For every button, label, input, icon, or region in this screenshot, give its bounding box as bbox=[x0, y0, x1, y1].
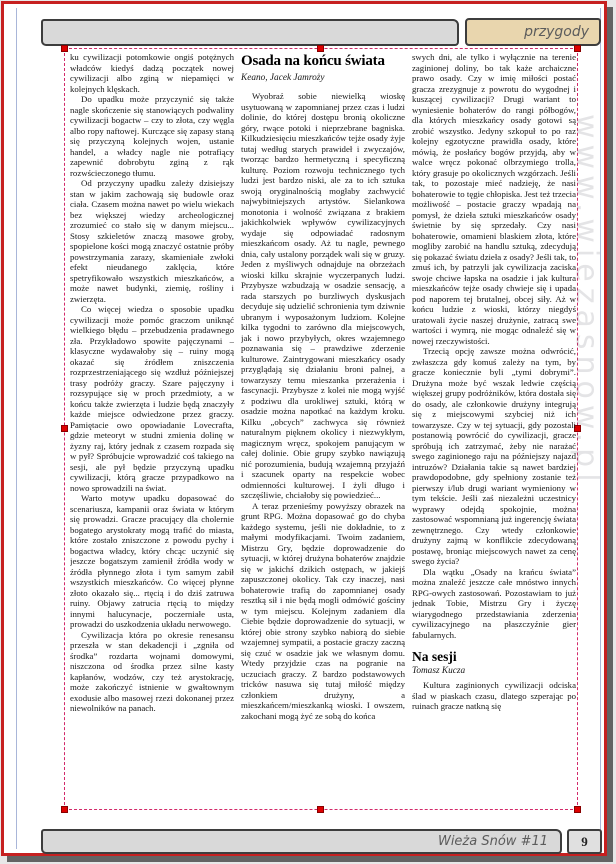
column-3 bbox=[412, 52, 576, 808]
paragraph: Kultura zaginionych cywilizacji odciska ślad w piaskach czasu, dlatego szperając po ruinach gracze natkną się bbox=[412, 680, 576, 711]
paragraph: Wyobraź sobie niewielką wioskę usytuowaną w zapomnianej przez czas i ludzi dolinie, do której dostępu bronią okoliczne góry, rwące potoki i nieprzebrane bagniska. Kilkudziesięciu mieszkańców tejże osady żyje tutaj według starych prawideł i zwyczajów, tworząc bardzo hermetyczną i specyficzną kulturę. Poziom rozwoju technicznego tych ludzi jest bardzo niski, ale za to ich sztuka swoją oryginalnością mogłaby zachwycić najwybitniejszych artystów. Sielankowa monotonia i wolność związana z brakiem jakichkolwiek wpływów cywilizacyjnych wydaje się odpowiadać radosnym mieszkańcom osady. Aż tu nagle, pewnego dnia, cały ustalony porządek wali się w gruzy. Jeden z myśliwych odnajduje na obrzeżach wioski kilku skrajnie wyczerpanych ludzi. Przybysze wzbudzają w osadzie sensację, a rada starszych po burzliwych dyskusjach decyduje się udzielić schronienia tym dziwnie ubranym i wyposażonym ludziom. Kolejne kilka tygodni to zarówno dla miejscowych, jak i nowo przybyłych, okres wzajemnego poznawania się – prawdziwe zderzenie kulturowe. Zaintrygowani mieszkańcy osady przyglądają się działaniu broni palnej, a towarzyszy temu mieszanka przerażenia i fascynacji. Przybysze z kolei nie mogą wyjść z podziwu dla urokliwej sztuki, którą w osadzie można napotkać na każdym kroku. Kilku „obcych” zachwyca się również naturalnym pięknem okolicy i niezwykłym, magicznym wręcz, spokojem panującym w całej dolinie. Obie grupy szybko nawiązują nić porozumienia, budują wzajemną przyjaźń i szacunek oparty na respekcie wobec odmienności kulturowej. I żyli długo i szczęśliwie, chciałoby się powiedzieć... bbox=[241, 91, 405, 500]
magazine-page bbox=[1, 1, 607, 856]
paragraph: swych dni, ale tylko i wyłącznie na terenie zaginionej doliny, bo tak każe archaiczne prawo osady. Czy w imię miłości postać gracza zrezygnuje z powrotu do wygodnej i kuszącej cywilizacji? Drugi wariant to wyniesienie bohaterów do rangi półbogów, dla których mieszkańcy osady gotowi są zrobić wszystko. Jedyny szkopuł to po raz kolejny egzotyczne prawidła osady, które mówią, że posłańcy bogów przyjdą, aby w walce wręcz pokonać olbrzymiego trolla, który grasuje po okolicznych wzgórzach. Jeśli tak, to pozostaje mieć nadzieję, że nasi bohaterowie to tęgie chłopiska. Jest też trzecia możliwość – postacie graczy wpadają na pomysł, że dzieła sztuki mieszkańców osady świetnie by się sprzedały. Czy nasi bohaterowie, omamieni blaskiem złota, które mogliby zarobić na handlu sztuką, zdecydują się pokazać światu dzieła z osady? Jeśli tak, to zmuś ich, by patrzyli jak cywilizacja zaciska swoje chciwe łapska na osadzie i jak kultura mieszkańców tejże osady chwieje się i upada pod naporem tej brutalnej, obcej siły. Aż w końcu ludzie z wioski, którzy niegdyś uratowali życie naszej drużynie, zatracą swe wartości i wymrą, nie mogąc odnaleźć się w nowej rzeczywistości. bbox=[412, 52, 576, 346]
page-number: 9 bbox=[567, 829, 602, 854]
frame-handle-top-middle[interactable] bbox=[317, 45, 324, 52]
section-heading: Na sesji bbox=[412, 649, 457, 664]
footer-bar bbox=[41, 829, 562, 854]
paragraph: Co więcej wiedza o sposobie upadku cywilizacji może pomóc graczom uniknąć wielkiego błędu – przebudzenia pradawnego zła. Przykładowo spowite pajęczynami – klasyczne wydawałoby się – ruiny mogą okazać się źródłem zniszczenia rozprzestrzeniającego się wzdłuż późniejszej trasy podróży graczy. Szare pajęczyny i rozsypujące się w proch przedmioty, a w końcu także zwierzęta i ludzie będą znaczyły każde miejsce odwiedzone przez graczy. Pamiętacie owo opowiadanie Lovecrafta, gdzie meteoryt w studni zmienia dolinę w żyzny raj, który jednak z czasem rozpada się w pył? Spróbujcie wprowadzić coś takiego na sesji, ale pył będzie przyczyną upadku cywilizacji, którą gracze przypadkowo na nowo sprowadzili na świat. bbox=[70, 304, 234, 493]
margin-guide-right bbox=[600, 8, 601, 849]
byline: Tomasz Kucza bbox=[412, 666, 466, 676]
frame-handle-middle-left[interactable] bbox=[61, 425, 68, 432]
edition-label: przygody bbox=[524, 24, 589, 40]
paragraph: Od przyczyny upadku zależy dzisiejszy stan w jakim zachowają się budowle oraz ciała. Czasem można nawet po wielu wiekach bez większej wiedzy archeologicznej zrozumieć co stało się w danym miejscu... Stosy szkieletów znaczą masowe groby, spopielone kości mogą znaczyć ostatnie próby powstrzymania zarazy, skamieniałe zwłoki efekt nieudanego zaklęcia, które spetryfikowało wszystkich mieszkańców, a może nawet budynki, ziemię, rośliny i zwierzęta. bbox=[70, 178, 234, 304]
column-2 bbox=[241, 52, 405, 808]
article-title: Osada na końcu świata bbox=[241, 53, 385, 69]
article-body bbox=[70, 52, 576, 808]
paragraph: A teraz przenieśmy powyższy obrazek na grunt RPG. Można dopasować go do chyba każdego systemu, jeśli nie dokładnie, to z małymi modyfikacjami. Twoim zadaniem, Mistrzu Gry, będzie doprowadzenie do sytuacji, w której drużyna bohaterów znajdzie się w jakichś dzikich ostępach, w jakiejś zapuszczonej okolicy. Tak czy inaczej, nasi bohaterowie trafią do zapomnianej osady resztką sił i nie będą mogli odmówić gościny w tym miejscu. Kolejnym zadaniem dla Ciebie będzie doprowadzenie do sytuacji, w której obie strony szybko nabiorą do siebie wzajemnej sympatii, a postacie graczy zaczną się czuć w osadzie jak we własnym domu. Wtedy przyjdzie czas na pogranie na uczuciach graczy. Z bardzo podstawowych tricków nasuwa się tutaj miłość między członkiem drużyny, a mieszkańcem/mieszkanką wioski. I owszem, zakochani mogą żyć ze sobą do końca bbox=[241, 500, 405, 721]
frame-handle-top-right[interactable] bbox=[574, 45, 581, 52]
frame-handle-top-left[interactable] bbox=[61, 45, 68, 52]
edition-box bbox=[465, 18, 601, 46]
paragraph: Dla wątku „Osady na krańcu świata” można znaleźć jeszcze całe mnóstwo innych RPG-owych zastosowań. Pozostawiam to już jednak Tobie, Mistrzu Gry i życzę wiarygodnego przedstawiania zderzenia cywilizacyjnego na płaszczyźnie gier fabularnych. bbox=[412, 566, 576, 640]
margin-guide-left bbox=[16, 8, 17, 849]
frame-handle-bottom-left[interactable] bbox=[61, 806, 68, 813]
paragraph: ku cywilizacji potomkowie ongiś potężnych władców kiedyś dadzą początek nowej cywilizacji albo zginą w niepamięci w kolejnych klęskach. bbox=[70, 52, 234, 94]
byline: Keano, Jacek Jamroży bbox=[241, 73, 325, 83]
paragraph: Warto motyw upadku dopasować do scenariusza, kampanii oraz świata w którym się prowadzi. Gracze pracujący dla cholernie bogatego arystokraty mogą trafić do miasta, które zostało zniszczone z powodu pychy i bogactwa władcy, który chcąc uczynić się jeszcze bogatszym zamienił źródła wody w źródła płynnego złota i tym samym zabił wszystkich mieszkańców. Co więcej płynne złoto okazało się... rtęcią i do dziś zatruwa ruiny. Objawy zatrucia rtęcią to między innymi halucynacje, poczerniałe usta, prowadzi do uszkodzenia układu nerwowego. bbox=[70, 493, 234, 629]
paragraph: Trzecią opcję zawsze można odwrócić, zwłaszcza gdy komuś zależy na tym, by gracze koniecznie byli „tymi dobrymi”. Drużyna może być wszak ledwie częścią większej grupy podróżników, która dostała się do osady, ale członkowie drużyny integrują się z miejscowymi szybciej niż ich towarzysze. Czy w tej sytuacji, gdy pozostali postanowią powrócić do cywilizacji, gracze spróbują ich zatrzymać, żeby nie narażać swego zaginionego raju na późniejszy najazd intruzów? Działania takie są nawet bardziej prawdopodobne, gdy spełniony zostanie też pierwszy i/lub drugi wariant wymieniony w tym tekście. Jeśli zaś niezależni uczestnicy wyprawy odejdą spokojnie, można zastosować wspomnianą już ingerencję świata zewnętrznego. Czy wtedy członkowie drużyny zajmą w konflikcie zdecydowaną postawę, broniąc miejscowych nawet za cenę swego życia? bbox=[412, 346, 576, 566]
watermark: www.wiezasnow.pl bbox=[569, 114, 604, 488]
issue-label: Wieża Snów #11 bbox=[437, 834, 548, 849]
paragraph: Do upadku może przyczynić się także nagle skończenie się stanowiących podwaliny cywilizacji bogactw – czy to złota, czy węgla albo ropy naftowej. Kurczące się zapasy staną się przyczyną kolejnych wojen, ustanie handel, a władcy nagle nie potrafiący zapewnić dobrobytu zginą z rąk rozwścieczonego tłumu. bbox=[70, 94, 234, 178]
paragraph: Cywilizacja która po okresie renesansu przeszła w stan dekadencji i „zgniła od środka” rozdarta wojnami domowymi, niszczona od środka przez silne kasty kapłanów, wodzów, czy też arystokrację, może zakończyć istnienie w gwałtownym exodusie albo masowej rzezi dokonanej przez niewolników na panach. bbox=[70, 629, 234, 713]
header-bar bbox=[41, 19, 459, 46]
column-1 bbox=[70, 52, 234, 808]
